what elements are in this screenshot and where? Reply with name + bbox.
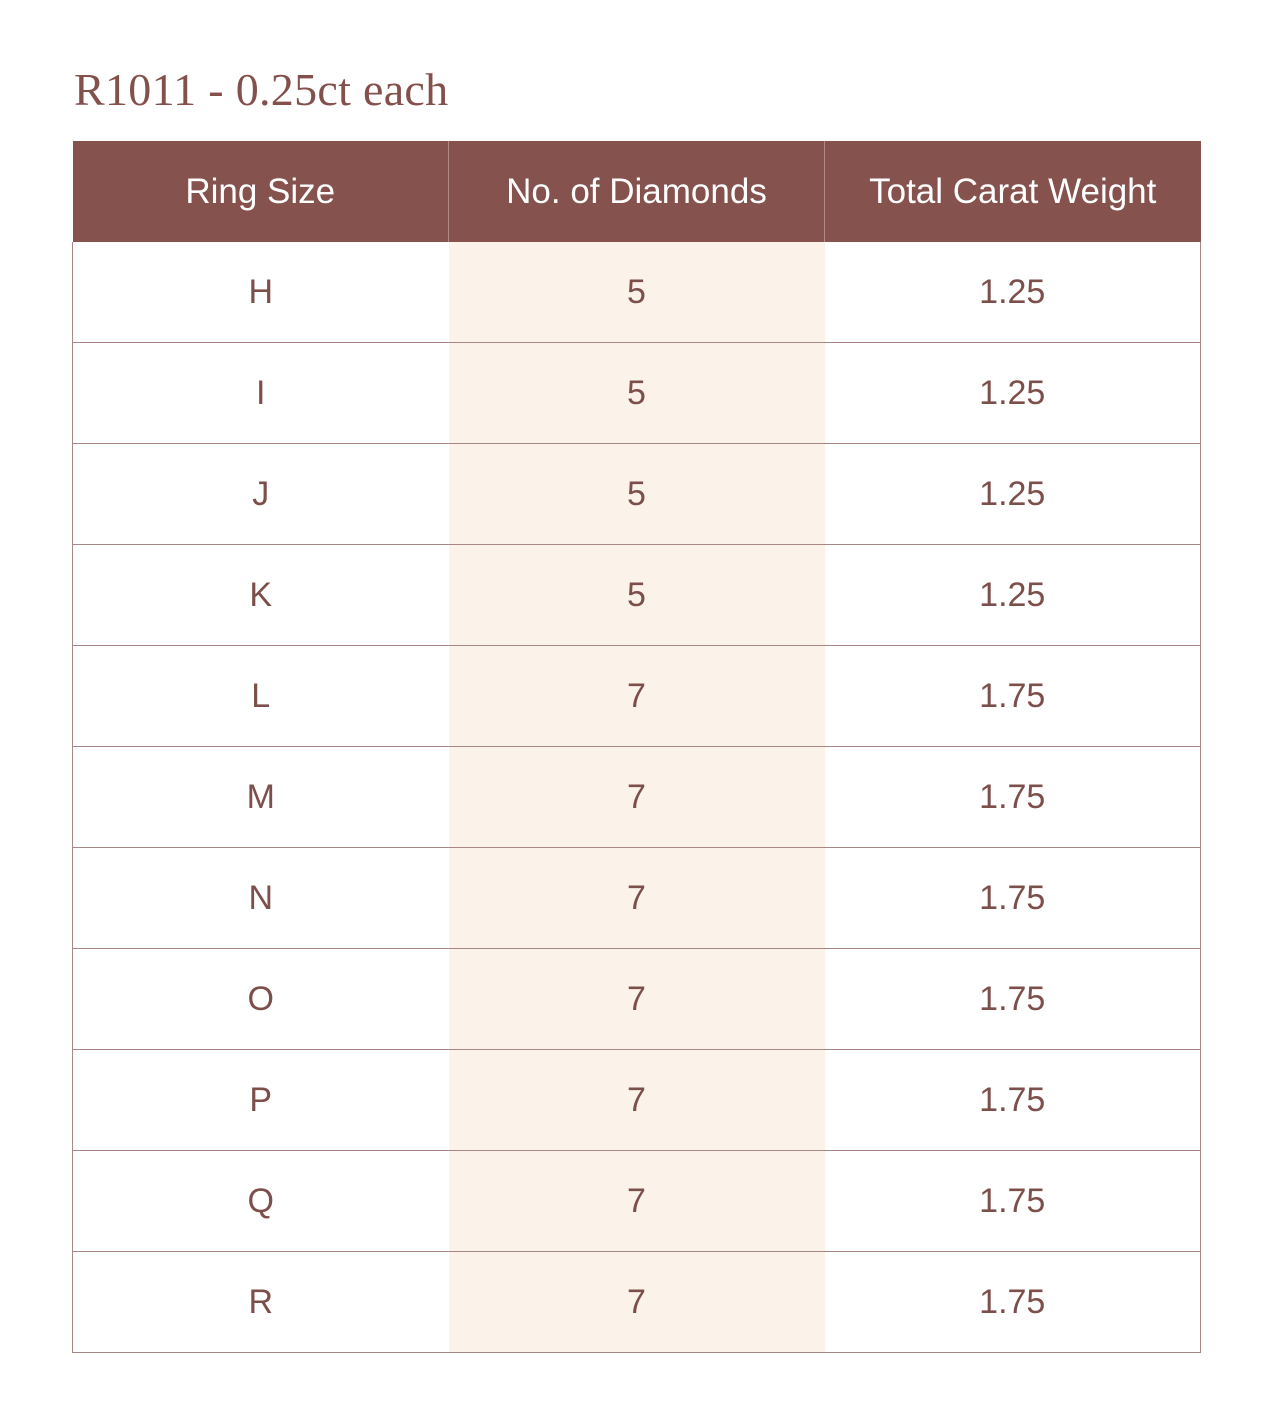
cell-total-carat-weight: 1.25 xyxy=(825,444,1201,545)
cell-total-carat-weight: 1.25 xyxy=(825,242,1201,343)
cell-no-of-diamonds: 7 xyxy=(449,1252,825,1353)
table-row xyxy=(73,1050,1201,1151)
cell-ring-size: Q xyxy=(73,1151,449,1252)
table-row xyxy=(73,848,1201,949)
cell-no-of-diamonds: 7 xyxy=(449,848,825,949)
cell-ring-size: O xyxy=(73,949,449,1050)
cell-no-of-diamonds: 5 xyxy=(449,545,825,646)
cell-ring-size: H xyxy=(73,242,449,343)
table-header xyxy=(73,141,1201,242)
header-no-of-diamonds: No. of Diamonds xyxy=(449,141,825,242)
cell-total-carat-weight: 1.25 xyxy=(825,343,1201,444)
table-row xyxy=(73,242,1201,343)
cell-total-carat-weight: 1.75 xyxy=(825,848,1201,949)
cell-no-of-diamonds: 7 xyxy=(449,1151,825,1252)
cell-ring-size: N xyxy=(73,848,449,949)
cell-ring-size: J xyxy=(73,444,449,545)
table-row xyxy=(73,444,1201,545)
table-row xyxy=(73,949,1201,1050)
cell-no-of-diamonds: 7 xyxy=(449,747,825,848)
cell-total-carat-weight: 1.25 xyxy=(825,545,1201,646)
cell-ring-size: R xyxy=(73,1252,449,1353)
table-body xyxy=(73,242,1201,1353)
cell-no-of-diamonds: 5 xyxy=(449,343,825,444)
table-row xyxy=(73,747,1201,848)
cell-ring-size: P xyxy=(73,1050,449,1151)
table-row xyxy=(73,343,1201,444)
page-title: R1011 - 0.25ct each xyxy=(74,64,449,115)
cell-no-of-diamonds: 7 xyxy=(449,1050,825,1151)
header-ring-size: Ring Size xyxy=(73,141,449,242)
header-total-carat-weight: Total Carat Weight xyxy=(825,141,1201,242)
table-row xyxy=(73,646,1201,747)
cell-total-carat-weight: 1.75 xyxy=(825,1151,1201,1252)
cell-ring-size: M xyxy=(73,747,449,848)
cell-ring-size: K xyxy=(73,545,449,646)
ring-size-table xyxy=(72,141,1201,1353)
table-row xyxy=(73,1252,1201,1353)
cell-total-carat-weight: 1.75 xyxy=(825,747,1201,848)
table-header-row xyxy=(73,141,1201,242)
cell-no-of-diamonds: 5 xyxy=(449,444,825,545)
table-row xyxy=(73,545,1201,646)
cell-total-carat-weight: 1.75 xyxy=(825,949,1201,1050)
cell-no-of-diamonds: 7 xyxy=(449,949,825,1050)
cell-total-carat-weight: 1.75 xyxy=(825,646,1201,747)
cell-no-of-diamonds: 7 xyxy=(449,646,825,747)
cell-total-carat-weight: 1.75 xyxy=(825,1050,1201,1151)
cell-no-of-diamonds: 5 xyxy=(449,242,825,343)
cell-ring-size: I xyxy=(73,343,449,444)
table-row xyxy=(73,1151,1201,1252)
cell-total-carat-weight: 1.75 xyxy=(825,1252,1201,1353)
cell-ring-size: L xyxy=(73,646,449,747)
